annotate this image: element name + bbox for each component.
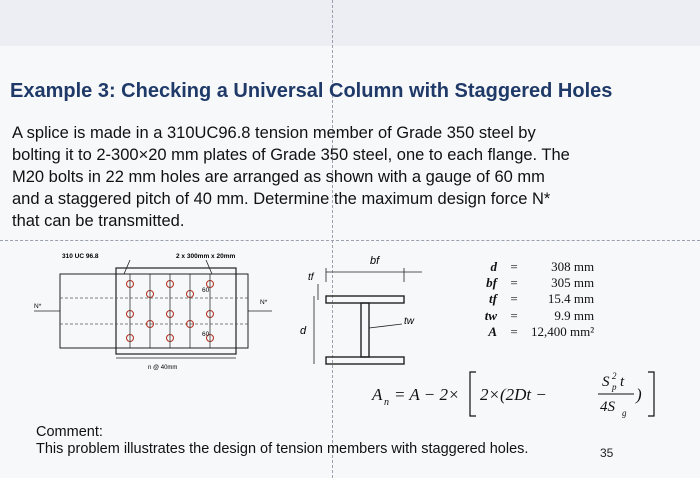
problem-line: and a staggered pitch of 40 mm. Determine the maximum design force N*: [12, 190, 551, 208]
leader-line: [124, 260, 130, 274]
property-row: [472, 291, 597, 307]
formula-num-sub: p: [612, 382, 617, 392]
plate-label: 2 x 300mm x 20mm: [176, 253, 236, 260]
gauge-label: 60: [202, 287, 210, 294]
tf-label: tf: [308, 272, 314, 283]
formula-inner: 2×(2Dt −: [480, 385, 547, 404]
section-properties: [472, 259, 597, 340]
force-label-left: N*: [34, 303, 42, 310]
formula-close: ): [636, 385, 642, 404]
property-value: 15.4 mm: [547, 291, 595, 307]
slide-title: Example 3: Checking a Universal Column with Staggered Holes: [10, 80, 613, 102]
comment-text: This problem illustrates the design of tension members with staggered holes.: [36, 441, 529, 457]
bottom-flange: [326, 357, 404, 364]
splice-plate: [116, 268, 236, 354]
bf-label: bf: [370, 255, 380, 267]
problem-line: that can be transmitted.: [12, 212, 185, 230]
web: [361, 303, 369, 357]
force-label-right: N*: [260, 299, 268, 306]
d-label: d: [300, 325, 307, 337]
property-value: 9.9 mm: [554, 307, 595, 323]
formula-lhs-sub: n: [384, 397, 389, 408]
problem-line: A splice is made in a 310UC96.8 tension member of Grade 350 steel by: [12, 124, 536, 142]
slide-top-band: [0, 0, 700, 46]
property-symbol: tf: [489, 291, 497, 307]
comment-label: Comment:: [36, 424, 103, 440]
property-equals: =: [510, 259, 518, 274]
problem-line: M20 bolts in 22 mm holes are arranged as shown with a gauge of 60 mm: [12, 168, 545, 186]
formula-num-sup: 2: [612, 371, 617, 381]
formula-num-t: t: [620, 374, 625, 390]
formula-den: 4S: [600, 399, 615, 415]
horizontal-guide-line: [0, 240, 700, 241]
right-bracket: [648, 372, 654, 416]
property-value: 12,400 mm²: [531, 323, 595, 339]
property-equals: =: [510, 307, 518, 323]
top-flange: [326, 296, 404, 303]
net-area-formula: [370, 366, 670, 422]
section-label: 310 UC 96.8: [62, 253, 99, 260]
property-symbol: bf: [486, 275, 497, 291]
property-symbol: A: [488, 323, 497, 339]
property-row: [472, 259, 597, 275]
tw-leader: [369, 324, 402, 328]
gauge-label: 60: [202, 331, 210, 338]
property-row: [472, 308, 597, 324]
page-number: 35: [600, 446, 614, 460]
property-equals: =: [510, 275, 518, 291]
vertical-guide-line: [332, 0, 333, 478]
leader-line: [206, 260, 212, 274]
tw-label: tw: [404, 316, 414, 327]
pitch-label: n @ 40mm: [148, 365, 178, 371]
formula-num: S: [602, 374, 610, 390]
property-equals: =: [510, 291, 518, 307]
column-member: [60, 274, 248, 348]
formula-lhs: A: [372, 385, 383, 404]
formula-den-sub: g: [622, 408, 627, 418]
property-value: 305 mm: [551, 275, 595, 291]
property-row: [472, 275, 597, 291]
property-row: [472, 324, 597, 340]
problem-statement: [12, 122, 652, 232]
formula-rhs-start: = A − 2×: [394, 385, 460, 404]
property-equals: =: [510, 323, 518, 339]
problem-line: bolting it to 2-300×20 mm plates of Grade 350 steel, one to each flange. The: [12, 146, 570, 164]
left-bracket: [470, 372, 476, 416]
property-symbol: d: [490, 259, 497, 274]
property-value: 308 mm: [551, 259, 595, 274]
property-symbol: tw: [484, 307, 497, 323]
